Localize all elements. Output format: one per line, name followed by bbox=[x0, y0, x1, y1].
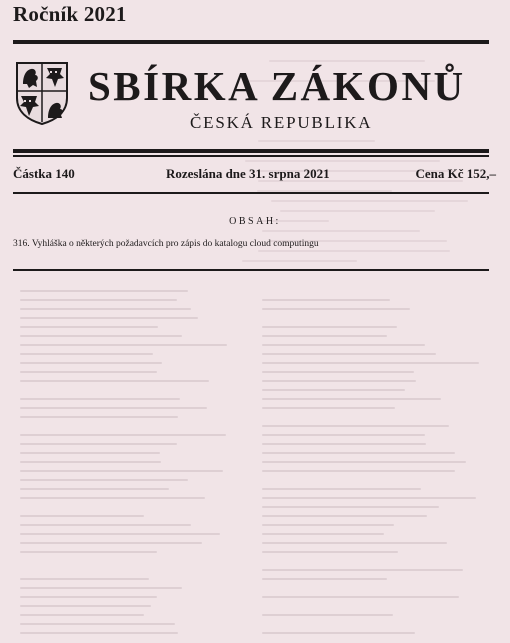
contents-item[interactable]: 316. Vyhláška o některých požadavcích pro zápis do katalogu cloud computingu bbox=[13, 239, 319, 249]
publication-date: Rozeslána dne 31. srpna 2021 bbox=[166, 166, 330, 181]
coat-of-arms-icon bbox=[14, 60, 70, 126]
contents-rule bbox=[13, 269, 489, 271]
gazette-title: SBÍRKA ZÁKONŮ bbox=[88, 63, 466, 109]
top-rule bbox=[13, 40, 489, 44]
issue-number: Částka 140 bbox=[13, 166, 75, 181]
volume-label: Ročník 2021 bbox=[13, 2, 127, 26]
issue-price: Cena Kč 152,– bbox=[415, 166, 496, 181]
header-bottom-rule bbox=[13, 149, 489, 153]
country-subtitle: ČESKÁ REPUBLIKA bbox=[190, 113, 373, 132]
meta-rule bbox=[13, 192, 489, 194]
contents-heading: OBSAH: bbox=[229, 216, 281, 227]
contents-list bbox=[13, 239, 319, 249]
header-bottom-thin-rule bbox=[13, 155, 489, 157]
